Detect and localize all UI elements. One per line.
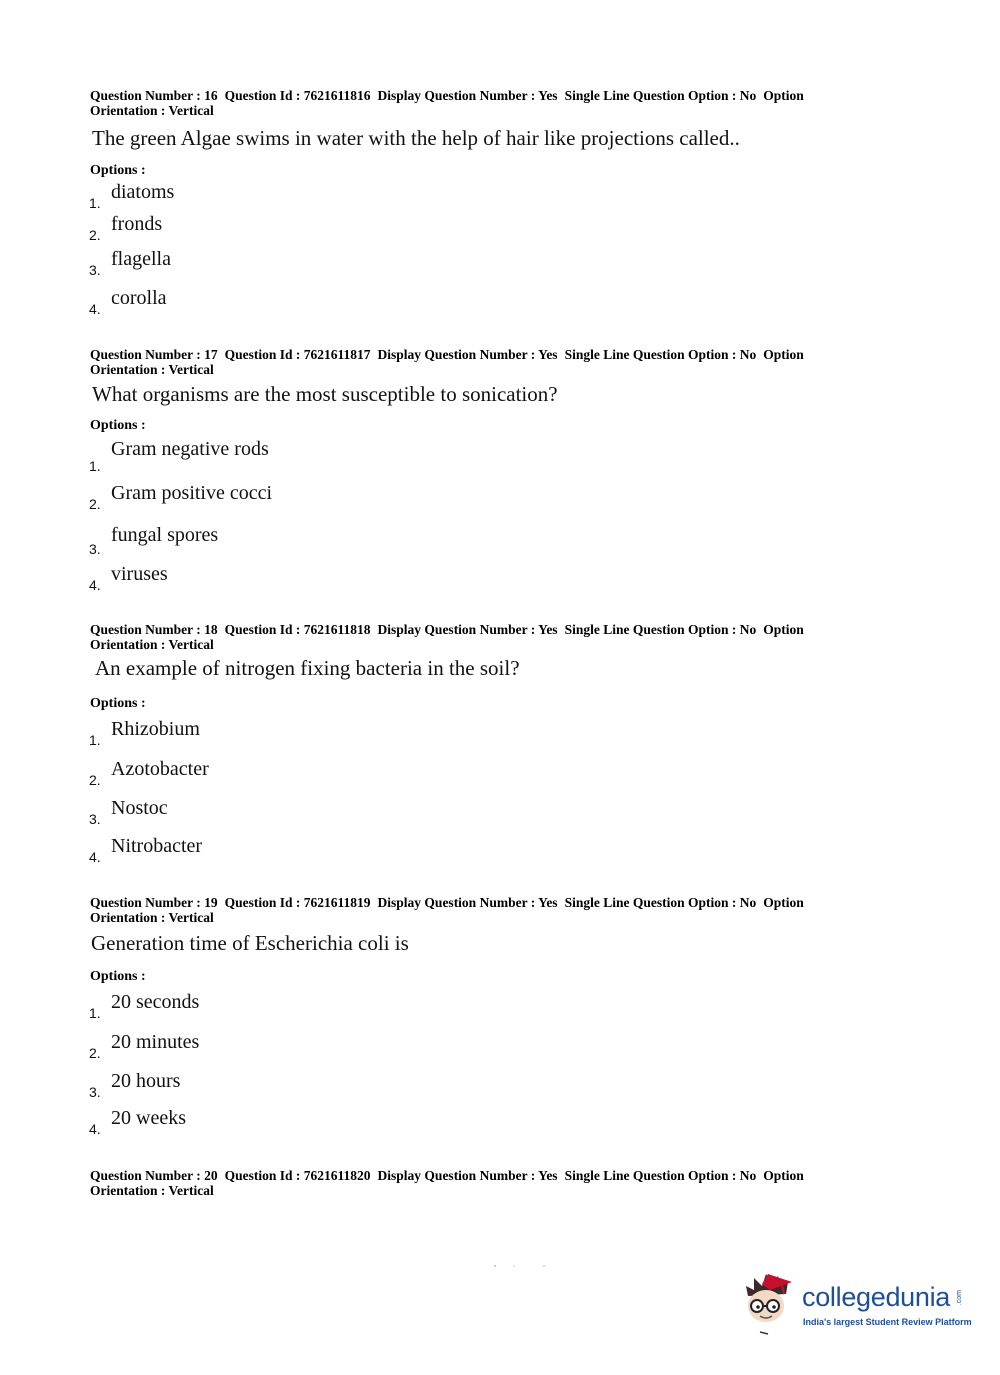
display-question-number: Display Question Number : Yes xyxy=(377,895,558,910)
scan-specks xyxy=(494,1264,554,1268)
question-text-18: An example of nitrogen fixing bacteria in the soil? xyxy=(95,656,520,680)
option-number: 2. xyxy=(89,496,101,512)
option-item xyxy=(89,797,489,827)
single-line-option: Single Line Question Option : No xyxy=(564,895,757,910)
option-text: 20 minutes xyxy=(111,1031,200,1053)
option-item xyxy=(89,991,489,1021)
option-word: Option xyxy=(763,1168,804,1183)
option-number: 3. xyxy=(89,1084,101,1100)
option-item xyxy=(89,287,489,317)
option-orientation: Orientation : Vertical xyxy=(90,1182,214,1198)
single-line-option: Single Line Question Option : No xyxy=(564,88,757,103)
option-word: Option xyxy=(763,347,804,362)
option-orientation: Orientation : Vertical xyxy=(90,102,214,118)
option-text: 20 hours xyxy=(111,1070,181,1092)
option-text: Azotobacter xyxy=(111,758,209,780)
option-item xyxy=(89,758,489,788)
option-item xyxy=(89,835,489,865)
question-id: Question Id : 7621611816 xyxy=(224,88,371,103)
option-number: 4. xyxy=(89,849,101,865)
option-item xyxy=(89,1070,489,1100)
option-word: Option xyxy=(763,88,804,103)
option-number: 2. xyxy=(89,772,101,788)
collegedunia-logo xyxy=(742,1270,972,1340)
question-meta-16 xyxy=(90,89,860,118)
question-id: Question Id : 7621611820 xyxy=(224,1168,371,1183)
option-number: 2. xyxy=(89,227,101,243)
option-item xyxy=(89,438,489,474)
option-item xyxy=(89,1107,489,1137)
option-number: 4. xyxy=(89,1121,101,1137)
option-number: 3. xyxy=(89,262,101,278)
question-number: Question Number : 17 xyxy=(90,347,218,362)
display-question-number: Display Question Number : Yes xyxy=(377,88,558,103)
brand-name: collegedunia xyxy=(802,1282,951,1312)
option-item xyxy=(89,482,489,512)
option-item xyxy=(89,718,489,748)
display-question-number: Display Question Number : Yes xyxy=(377,1168,558,1183)
options-label: Options : xyxy=(90,969,146,984)
option-number: 1. xyxy=(89,458,101,474)
option-text: Nostoc xyxy=(111,797,168,819)
question-text-16: The green Algae swims in water with the help of hair like projections called.. xyxy=(92,126,740,150)
display-question-number: Display Question Number : Yes xyxy=(377,622,558,637)
option-number: 1. xyxy=(89,732,101,748)
question-id: Question Id : 7621611819 xyxy=(224,895,371,910)
question-meta-18 xyxy=(90,623,860,652)
option-text: corolla xyxy=(111,287,167,309)
option-item xyxy=(89,248,489,278)
option-text: Rhizobium xyxy=(111,718,200,740)
option-text: diatoms xyxy=(111,181,175,203)
option-number: 4. xyxy=(89,301,101,317)
option-orientation: Orientation : Vertical xyxy=(90,909,214,925)
option-item xyxy=(89,1031,489,1061)
option-number: 2. xyxy=(89,1045,101,1061)
question-meta-19 xyxy=(90,896,860,925)
option-text: Gram positive cocci xyxy=(111,482,273,504)
option-text: fronds xyxy=(111,213,163,235)
options-label: Options : xyxy=(90,163,146,178)
option-number: 1. xyxy=(89,195,101,211)
question-number: Question Number : 20 xyxy=(90,1168,218,1183)
option-orientation: Orientation : Vertical xyxy=(90,636,214,652)
question-id: Question Id : 7621611818 xyxy=(224,622,371,637)
question-meta-20 xyxy=(90,1169,860,1198)
option-text: Gram negative rods xyxy=(111,438,269,460)
options-label: Options : xyxy=(90,696,146,711)
single-line-option: Single Line Question Option : No xyxy=(564,622,757,637)
option-text: viruses xyxy=(111,563,168,585)
display-question-number: Display Question Number : Yes xyxy=(377,347,558,362)
option-text: Nitrobacter xyxy=(111,835,203,857)
question-text-17: What organisms are the most susceptible to sonication? xyxy=(92,382,558,406)
option-number: 4. xyxy=(89,577,101,593)
question-number: Question Number : 16 xyxy=(90,88,218,103)
option-text: flagella xyxy=(111,248,171,270)
question-text-19: Generation time of Escherichia coli is xyxy=(91,931,409,955)
student-mascot-icon xyxy=(742,1270,804,1340)
brand-tagline: India's largest Student Review Platform xyxy=(803,1317,972,1327)
single-line-option: Single Line Question Option : No xyxy=(564,1168,757,1183)
option-item xyxy=(89,563,489,593)
option-orientation: Orientation : Vertical xyxy=(90,361,214,377)
option-word: Option xyxy=(763,622,804,637)
option-number: 3. xyxy=(89,811,101,827)
option-text: 20 seconds xyxy=(111,991,200,1013)
option-number: 1. xyxy=(89,1005,101,1021)
options-label: Options : xyxy=(90,418,146,433)
option-item xyxy=(89,524,489,557)
option-item xyxy=(89,213,489,243)
question-number: Question Number : 19 xyxy=(90,895,218,910)
option-text: fungal spores xyxy=(111,524,219,546)
single-line-option: Single Line Question Option : No xyxy=(564,347,757,362)
option-item xyxy=(89,181,489,211)
option-word: Option xyxy=(763,895,804,910)
option-number: 3. xyxy=(89,541,101,557)
question-id: Question Id : 7621611817 xyxy=(224,347,371,362)
question-number: Question Number : 18 xyxy=(90,622,218,637)
question-meta-17 xyxy=(90,348,860,377)
option-text: 20 weeks xyxy=(111,1107,186,1129)
brand-domain: .com xyxy=(956,1290,963,1306)
